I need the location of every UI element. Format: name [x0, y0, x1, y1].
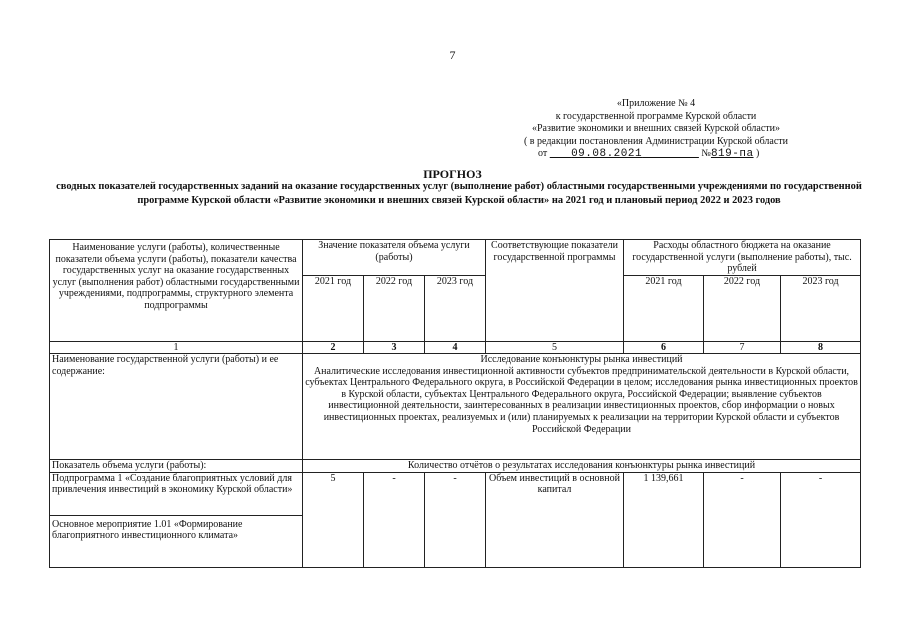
appendix-close: )	[756, 148, 760, 159]
appendix-line-3: «Развитие экономики и внешних связей Курской области»	[532, 123, 780, 134]
budget-2022-cell: -	[704, 472, 781, 567]
col-number-2: 2	[303, 342, 364, 354]
program-indicator-cell: Объем инвестиций в основной капитал	[486, 472, 624, 567]
appendix-line-2: к государственной программе Курской области	[555, 110, 757, 122]
service-name: Исследование конъюнктуры рынка инвестиций	[480, 354, 683, 365]
header-year-2022: 2022 год	[364, 276, 425, 342]
decree-date: 09.08.2021	[571, 148, 643, 160]
header-row-1	[50, 240, 861, 276]
page-number: 7	[449, 48, 456, 62]
service-row	[50, 354, 861, 460]
indicator-label-cell: Показатель объема услуги (работы):	[50, 460, 303, 473]
col-number-5: 5	[486, 342, 624, 354]
header-name-cell: Наименование услуги (работы), количественные показатели объема услуги (работы), показатели качества государственных услуг на оказание государственных услуг (выполнения работ) областными государственными учреждениями, подпрограммы, структурного элемента подпрограммы	[50, 240, 303, 342]
appendix-date-line	[470, 148, 842, 161]
indicator-value-cell: Количество отчётов о результатах исследования конъюнктуры рынка инвестиций	[303, 460, 861, 473]
header-budget-cell: Расходы областного бюджета на оказание государственной услуги (выполнение работы), тыс. рублей	[624, 240, 861, 276]
value-2021-cell: 5	[303, 472, 364, 567]
appendix-line-4: ( в редакции постановления Администрации Курской области	[523, 135, 789, 147]
header-year-2023: 2023 год	[425, 276, 486, 342]
service-content-cell	[303, 354, 861, 460]
appendix-block	[470, 98, 842, 161]
header-budget-year-2022: 2022 год	[704, 276, 781, 342]
service-label-cell: Наименование государственной услуги (работы) и ее содержание:	[50, 354, 303, 460]
value-2022-cell: -	[364, 472, 425, 567]
document-subtitle: сводных показателей государственных заданий на оказание государственных услуг (выполнение работ) областными государственными учреждениями по государственной программе Курской области «Развитие экономики и внешних связей Курской области» на 2021 год и плановый период 2022 и 2023 годов	[56, 181, 862, 206]
col-number-7: 7	[704, 342, 781, 354]
col-number-8: 8	[781, 342, 861, 354]
col-number-6: 6	[624, 342, 704, 354]
header-volume-cell: Значение показателя объема услуги (работы)	[303, 240, 486, 276]
forecast-table	[49, 239, 861, 568]
main-activity-name-cell: Основное мероприятие 1.01 «Формирование благоприятного инвестиционного климата»	[50, 515, 303, 567]
decree-number: 819-па	[710, 148, 754, 160]
col-number-3: 3	[364, 342, 425, 354]
subprogram-name-cell: Подпрограмма 1 «Создание благоприятных условий для привлечения инвестиций в экономику Курской области»	[50, 472, 303, 515]
header-budget-year-2023: 2023 год	[781, 276, 861, 342]
date-prefix: от	[538, 148, 548, 159]
budget-2021-cell: 1 139,661	[624, 472, 704, 567]
number-prefix: №	[701, 148, 711, 159]
budget-2023-cell: -	[781, 472, 861, 567]
value-2023-cell: -	[425, 472, 486, 567]
col-number-4: 4	[425, 342, 486, 354]
document-title: ПРОГНОЗ	[423, 167, 482, 181]
appendix-line-1: «Приложение № 4	[616, 98, 696, 109]
col-number-1: 1	[50, 342, 303, 354]
service-description: Аналитические исследования инвестиционной активности субъектов предпринимательской деятельности в Курской области, субъектах Центрального Федерального округа, в Российской Федерации в целом; исследования рынка инвестиционных проектов в Курской области, субъектах Центрального Федерального округа, Российской Федерации; выявление субъектов инвестиционной деятельности, заинтересованных в реализации инвестиционных проектов, сбор информации о новых инвестиционных проектах, реализуемых и (или) планируемых к реализации на территории Курской области и субъектов Российской Федерации	[305, 365, 858, 435]
column-number-row	[50, 342, 861, 354]
table-row	[50, 472, 861, 515]
indicator-row	[50, 460, 861, 473]
header-program-cell: Соответствующие показатели государственной программы	[486, 240, 624, 342]
header-budget-year-2021: 2021 год	[624, 276, 704, 342]
header-year-2021: 2021 год	[303, 276, 364, 342]
